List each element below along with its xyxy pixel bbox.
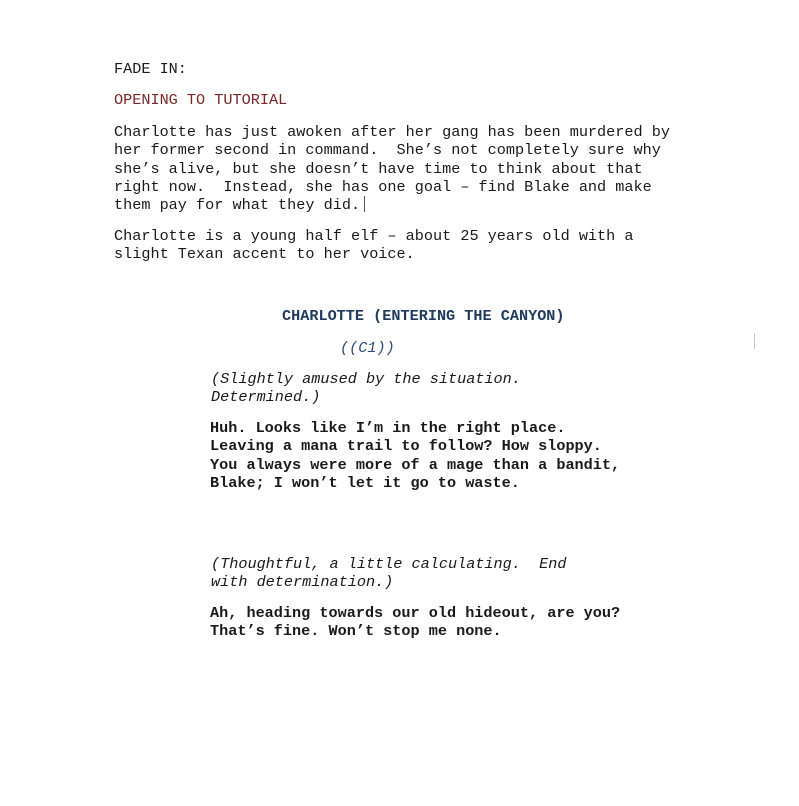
- scene-heading: OPENING TO TUTORIAL: [114, 91, 288, 109]
- margin-marker: [754, 333, 755, 349]
- parenthetical-1: (Slightly amused by the situation. Determined.): [211, 370, 540, 407]
- parenthetical-2: (Thoughtful, a little calculating. End with determination.): [211, 555, 576, 592]
- character-name: CHARLOTTE (ENTERING THE CANYON): [282, 307, 565, 325]
- dialogue-1: Huh. Looks like I’m in the right place. Leaving a mana trail to follow? How sloppy. You always were more of a mage than a bandit, Blake; I won’t let it go to waste.: [210, 419, 630, 492]
- text-cursor: [364, 196, 365, 212]
- dialogue-2: Ah, heading towards our old hideout, are you? That’s fine. Won’t stop me none.: [210, 604, 630, 641]
- character-cue: ((C1)): [340, 339, 395, 357]
- transition-line: FADE IN:: [114, 60, 187, 78]
- action-paragraph-1[interactable]: [114, 123, 694, 214]
- action-paragraph-2: Charlotte is a young half elf – about 25 years old with a slight Texan accent to her voice.: [114, 227, 643, 264]
- action-paragraph-1-text: Charlotte has just awoken after her gang has been murdered by her former second in command. She’s not completely sure why she’s alive, but she doesn’t have time to think about that right now. Instead, she has one goal – find Blake and make them pay for what they did.: [114, 123, 680, 215]
